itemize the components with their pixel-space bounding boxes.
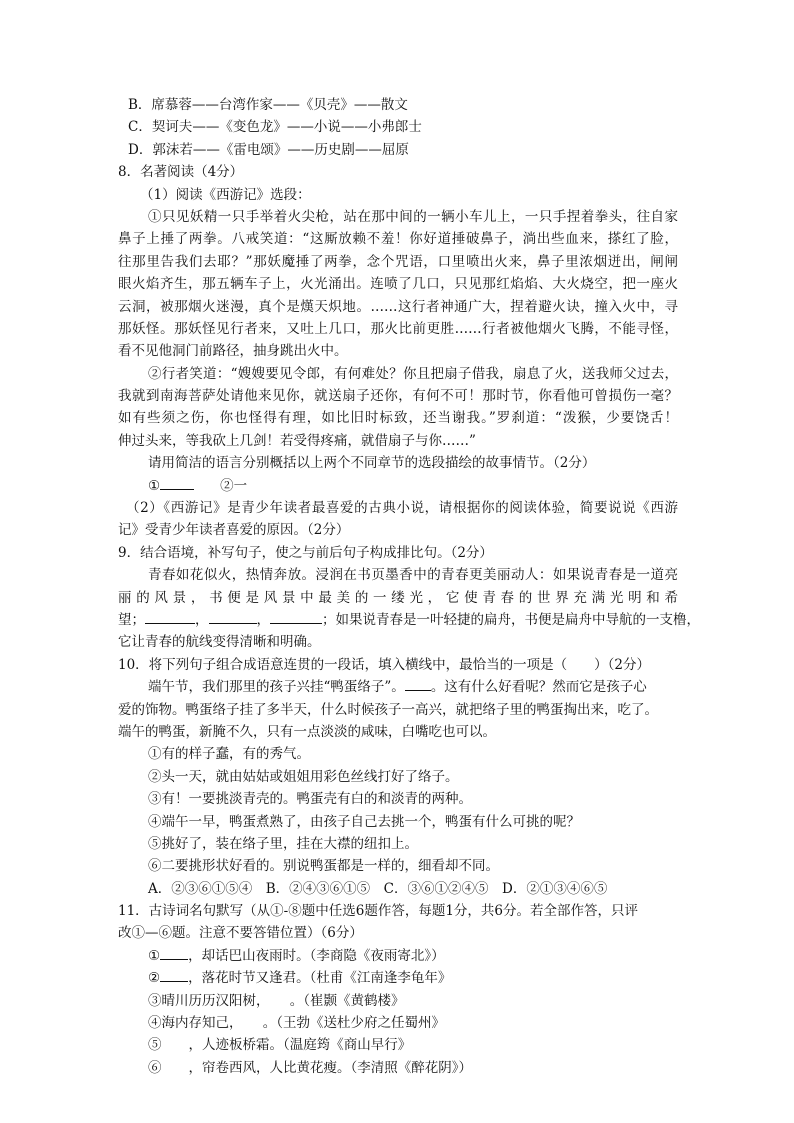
q10-line	[118, 676, 678, 698]
q10-item: ①有的样子蠢，有的秀气。	[148, 746, 310, 763]
q8-passage2-line: ②行者笑道：“嫂嫂要见令郎，有何难处？你且把扇子借我，扇息了火，送我师父过去，	[148, 365, 678, 382]
q11-text: ，帘卷西风，人比黄花瘦。（李清照《醉花阴》）	[161, 1059, 472, 1076]
q11-item	[118, 1057, 678, 1079]
q11-item	[118, 1034, 678, 1056]
q11-text: ，人迹板桥霜。（温庭筠《商山早行》	[161, 1037, 412, 1054]
q10-title: 10．将下列句子组合成语意连贯的一段话，填入横线中，最恰当的一项是（ ）（2分）	[118, 656, 651, 673]
q9-title: 9．结合语境，补写句子，使之与前后句子构成排比句。（2分）	[118, 544, 493, 561]
option-c: C．契诃夫——《变色龙》——小说——小弗郎士	[128, 119, 422, 136]
q8-title: 8．名著阅读（4分）	[118, 164, 244, 181]
q11-num: ②	[148, 970, 161, 987]
q8-passage1-line: ①只见妖精一只手举着火尖枪，站在那中间的一辆小车儿上，一只手捏着拳头，往自家	[148, 208, 678, 225]
q11-text: ，落花时节又逢君。（杜甫《江南逢李龟年》	[188, 970, 452, 987]
q11-item: ③晴川历历汉阳树， 。（崔颢《黄鹤楼》	[148, 992, 405, 1009]
answer-blank-1[interactable]	[160, 475, 194, 490]
exam-page	[118, 94, 700, 1079]
q9-line: 它让青春的航线变得清晰和明确。	[118, 634, 321, 651]
q8-passage2-line: 我就到南海菩萨处请他来见你，就送扇子还你，有何不可！那时节，你看他可曾损伤一毫？	[118, 388, 678, 405]
q8-passage1-line: 云洞，被那烟火迷漫，真个是熯天炽地。……这行者神通广大，捏着避火诀，撞入火中，寻	[118, 298, 678, 315]
q8-sub2-line: 记》受青少年读者喜爱的原因。（2分）	[118, 522, 350, 539]
q9-text: ，	[256, 611, 270, 628]
q9-text: ，	[195, 611, 209, 628]
q8-answer-line	[118, 475, 678, 497]
q10-blank[interactable]	[405, 676, 431, 691]
q11-blank[interactable]	[160, 967, 188, 982]
q10-text: 。这有什么好看呢？然而它是孩子心	[430, 679, 647, 696]
q9-line	[118, 609, 700, 631]
option-b: B．席慕蓉——台湾作家——《贝壳》——散文	[128, 97, 408, 113]
q8-passage1-line: 鼻子上捶了两拳。八戒笑道：“这厮放赖不羞！你好道捶破鼻子，淌出些血来，搽红了脸，	[118, 231, 678, 248]
q10-item: ③有！一要挑淡青壳的。鸭蛋壳有白的和淡青的两种。	[148, 791, 472, 808]
q10-item: ④端午一早，鸭蛋煮熟了，由孩子自己去挑一个，鸭蛋有什么可挑的呢？	[148, 813, 580, 830]
q9-text: ；如果说青春是一叶轻捷的扁舟，书便是扁舟中导航的一支橹，	[322, 611, 700, 628]
q10-line: 爱的饰物。鸭蛋络子挂了多半天，什么时候孩子一高兴，就把络子里的鸭蛋掏出来，吃了。	[118, 701, 658, 718]
q11-item	[118, 967, 678, 989]
q10-choices: A．②③⑥①⑤④ B．②④③⑥①⑤ C．③⑥①②④⑤ D．②①③④⑥⑤	[148, 880, 608, 897]
q8-passage1-line: 那妖怪。那妖怪见行者来，又吐上几口，那火比前更胜……行者被他烟火飞腾，不能寻怪，	[118, 320, 678, 337]
q10-line: 端午的鸭蛋，新腌不久，只有一点淡淡的咸味，白嘴吃也可以。	[118, 723, 496, 740]
q8-passage1-line: 往那里告我们去耶？”那妖魔捶了两拳，念个咒语，口里喷出火来，鼻子里浓烟迸出，闸闸	[118, 253, 678, 270]
q9-text: 望；	[118, 611, 145, 628]
answer-prefix-1: ①	[148, 477, 161, 494]
q11-text: ，却话巴山夜雨时。（李商隐《夜雨寄北》）	[188, 947, 445, 964]
q11-num: ①	[148, 947, 161, 964]
q10-item: ⑥二要挑形状好看的。别说鸭蛋都是一样的，细看却不同。	[148, 858, 499, 875]
q8-passage1-line: 眼火焰齐生，那五辆车子上，火光涌出。连喷了几口，只见那红焰焰、大火烧空，把一座火	[118, 276, 678, 293]
q9-blank-3[interactable]	[270, 609, 322, 624]
option-d: D．郭沫若——《雷电颂》——历史剧——屈原	[128, 141, 409, 158]
q11-item: ④海内存知己， 。（王勃《送杜少府之任蜀州》	[148, 1015, 445, 1032]
q8-passage2-line: 如有些须之伤，你也怪得有理，如比旧时标致，还当谢我。”罗刹道：“泼猴，少要饶舌！	[118, 410, 678, 427]
q11-blank[interactable]	[160, 945, 188, 960]
q9-line: 青春如花似火，热情奔放。浸润在书页墨香中的青春更美丽动人：如果说青春是一道亮	[148, 567, 678, 584]
q11-num: ⑤	[148, 1037, 162, 1054]
q10-item: ②头一天，就由姑姑或姐姐用彩色丝线打好了络子。	[148, 768, 459, 785]
q8-sub2-line: （2）《西游记》是青少年读者最喜爱的古典小说，请根据你的阅读体验，简要说说《西游	[126, 500, 678, 517]
answer-prefix-2: ②一	[220, 477, 248, 494]
q9-line: 丽的风景，书便是风景中最美的一缕光，它使青春的世界充满光明和希	[118, 589, 678, 606]
q8-passage2-line: 伸过头来，等我砍上几剑！若受得疼痛，就借扇子与你……”	[118, 432, 476, 449]
q11-title-cont: 改①—⑥题。注意不要答错位置）（6分）	[118, 925, 363, 942]
q11-item	[118, 945, 678, 967]
q11-num: ⑥	[148, 1059, 162, 1076]
q10-item: ⑤挑好了，装在络子里，挂在大襟的纽扣上。	[148, 835, 418, 852]
q9-blank-1[interactable]	[145, 609, 195, 624]
q10-text: 端午节，我们那里的孩子兴挂“鸭蛋络子”。	[148, 679, 405, 696]
q8-instruction: 请用简洁的语言分别概括以上两个不同章节的选段描绘的故事情节。（2分）	[148, 455, 596, 472]
q8-passage1-line: 看不见他洞门前路径，抽身跳出火中。	[118, 343, 348, 360]
q11-title: 11．古诗词名句默写（从①-⑧题中任选6题作答，每题1分，共6分。若全部作答，只评	[118, 903, 639, 920]
q9-blank-2[interactable]	[209, 609, 257, 624]
q8-sub1: （1）阅读《西游记》选段：	[140, 186, 311, 203]
